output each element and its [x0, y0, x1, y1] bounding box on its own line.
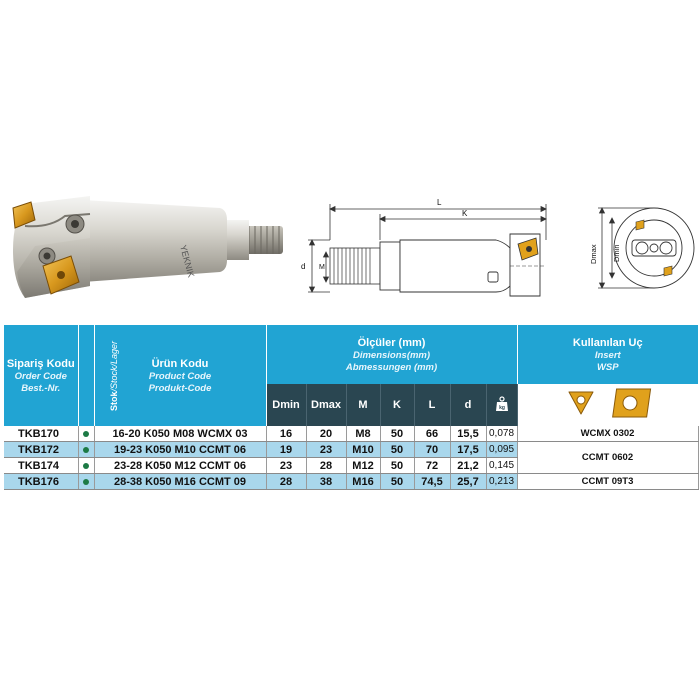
l-cell: 72	[414, 458, 450, 474]
weight-cell: 0,145	[486, 458, 517, 474]
insert-images	[517, 384, 698, 426]
label-Dmax: Dmax	[589, 244, 598, 264]
l-cell: 66	[414, 426, 450, 442]
stock-dot	[78, 442, 94, 458]
label-L: L	[437, 198, 442, 207]
label-K: K	[462, 209, 468, 218]
svg-text:YEKNIK: YEKNIK	[178, 243, 197, 279]
k-cell: 50	[380, 458, 414, 474]
header-product-code: Ürün Kodu Product Code Produkt-Code	[94, 325, 266, 426]
front-view-drawing	[588, 204, 696, 292]
col-d: d	[450, 384, 486, 426]
col-m: M	[346, 384, 380, 426]
label-M: M	[319, 264, 325, 271]
insert-cell: CCMT 0602	[517, 442, 698, 474]
table-row	[4, 426, 698, 442]
weight-cell: 0,213	[486, 474, 517, 490]
label-d: d	[301, 262, 306, 271]
col-k: K	[380, 384, 414, 426]
d-cell: 17,5	[450, 442, 486, 458]
k-cell: 50	[380, 474, 414, 490]
table-row	[4, 442, 698, 458]
dmin-cell: 23	[266, 458, 306, 474]
product-code-cell: 16-20 K050 M08 WCMX 03	[94, 426, 266, 442]
dmax-cell: 38	[306, 474, 346, 490]
stock-dot	[78, 474, 94, 490]
d-cell: 25,7	[450, 474, 486, 490]
order-code-cell: TKB174	[4, 458, 78, 474]
insert-cell: WCMX 0302	[517, 426, 698, 442]
order-code-cell: TKB172	[4, 442, 78, 458]
k-cell: 50	[380, 442, 414, 458]
dmin-cell: 16	[266, 426, 306, 442]
insert-shapes-icon	[563, 386, 653, 420]
weight-icon	[486, 384, 517, 426]
insert-cell: CCMT 09T3	[517, 474, 698, 490]
dmin-cell: 19	[266, 442, 306, 458]
d-cell: 15,5	[450, 426, 486, 442]
product-code-cell: 23-28 K050 M12 CCMT 06	[94, 458, 266, 474]
m-cell: M16	[346, 474, 380, 490]
dmax-cell: 28	[306, 458, 346, 474]
dmax-cell: 23	[306, 442, 346, 458]
header-order-code: Sipariş Kodu Order Code Best.-Nr.	[4, 325, 78, 426]
k-cell: 50	[380, 426, 414, 442]
dmax-cell: 20	[306, 426, 346, 442]
spec-table	[4, 325, 699, 490]
header-stock: Stok/Stock/Lager	[78, 325, 94, 426]
l-cell: 70	[414, 442, 450, 458]
order-code-cell: TKB176	[4, 474, 78, 490]
col-l: L	[414, 384, 450, 426]
col-dmin: Dmin	[266, 384, 306, 426]
d-cell: 21,2	[450, 458, 486, 474]
product-code-cell: 19-23 K050 M10 CCMT 06	[94, 442, 266, 458]
label-Dmin: Dmin	[612, 244, 621, 262]
tool-photo	[5, 186, 290, 316]
m-cell: M10	[346, 442, 380, 458]
m-cell: M12	[346, 458, 380, 474]
stock-dot	[78, 458, 94, 474]
header-insert: Kullanılan Uç Insert WSP	[517, 325, 698, 384]
table-row	[4, 474, 698, 490]
weight-cell: 0,078	[486, 426, 517, 442]
stock-dot	[78, 426, 94, 442]
m-cell: M8	[346, 426, 380, 442]
l-cell: 74,5	[414, 474, 450, 490]
dmin-cell: 28	[266, 474, 306, 490]
header-dimensions: Ölçüler (mm) Dimensions(mm) Abmessungen (mm)	[266, 325, 517, 384]
weight-cell: 0,095	[486, 442, 517, 458]
tool-drawing	[300, 192, 550, 304]
col-dmax: Dmax	[306, 384, 346, 426]
product-code-cell: 28-38 K050 M16 CCMT 09	[94, 474, 266, 490]
order-code-cell: TKB170	[4, 426, 78, 442]
svg-text:kg: kg	[498, 404, 505, 411]
